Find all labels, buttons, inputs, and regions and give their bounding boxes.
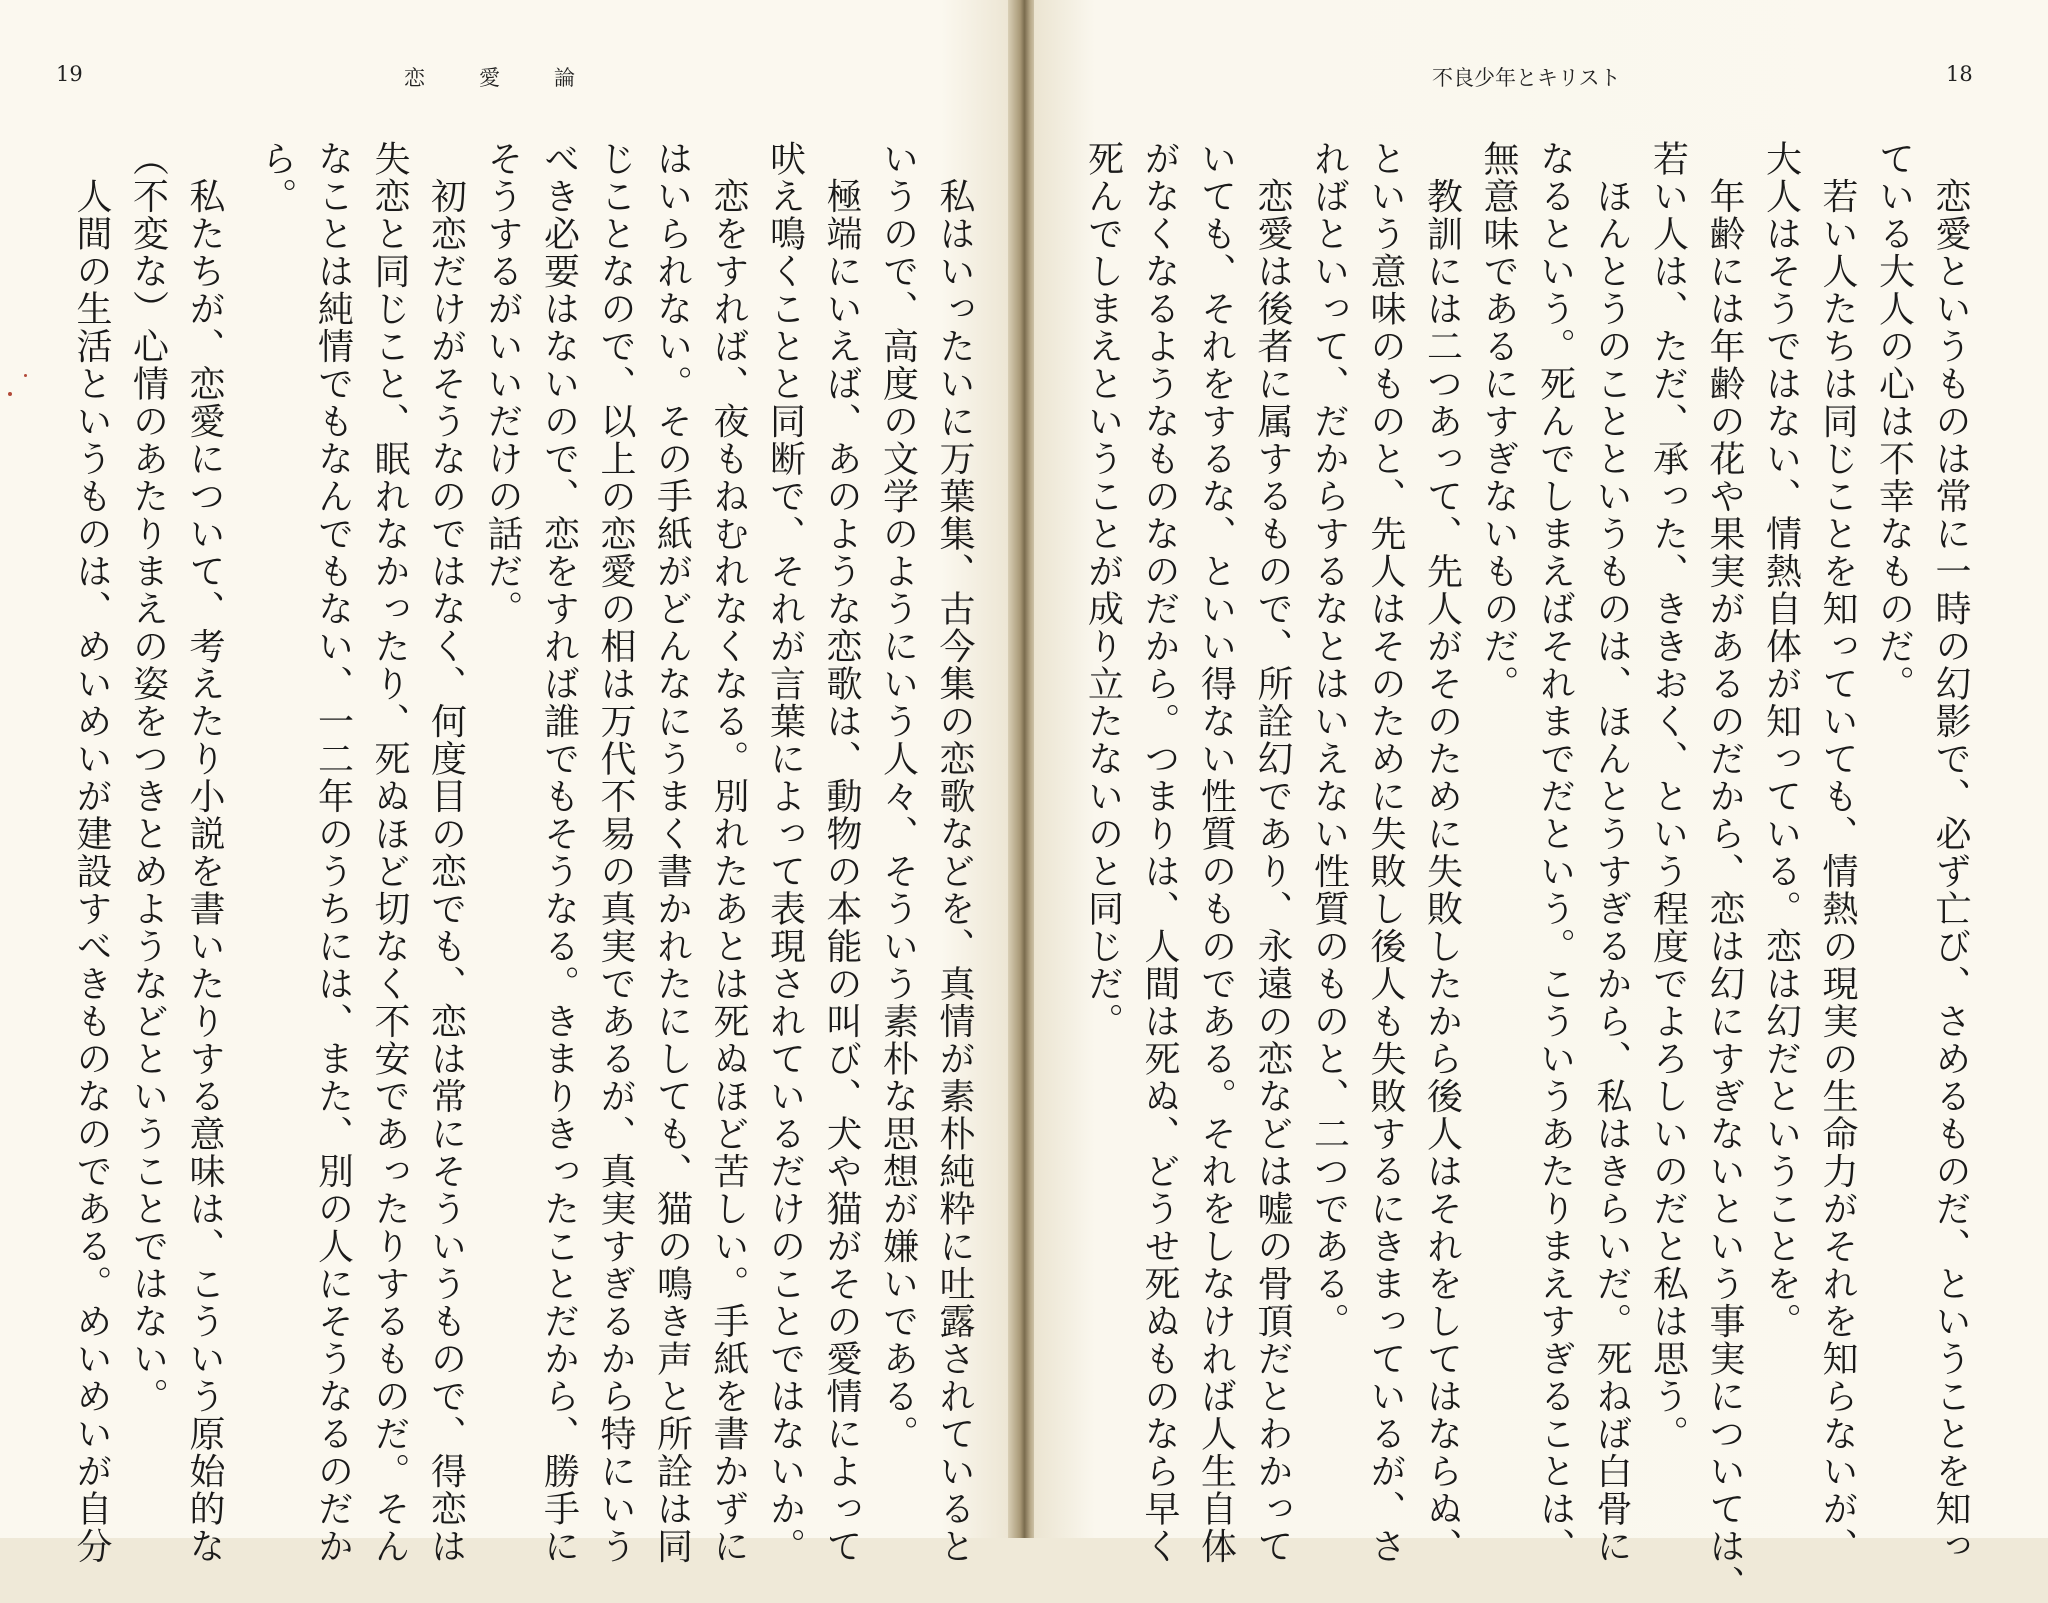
text-line: という意味のものと、先人はそのために失敗し後人も失敗するにきまっているが、さ bbox=[1365, 140, 1406, 1565]
left-page-number: 19 bbox=[56, 62, 83, 86]
text-line: 教訓には二つあって、先人がそのために失敗したから後人はそれをしてはならぬ、 bbox=[1421, 140, 1463, 1565]
text-line: 無意味であるにすぎないものだ。 bbox=[1478, 140, 1519, 703]
text-line: 失恋と同じこと、眠れなかったり、死ぬほど切なく不安であったりするものだ。そん bbox=[369, 140, 410, 1565]
text-line: 私はいったいに万葉集、古今集の恋歌などを、真情が素朴純粋に吐露されていると bbox=[934, 140, 975, 1565]
right-page-body bbox=[1078, 140, 1978, 1603]
text-line: いうので、高度の文学のようにいう人々、そういう素朴な思想が嫌いである。 bbox=[877, 140, 919, 1453]
text-line: いても、それをするな、といい得ない性質のものである。それをしなければ人生自体 bbox=[1195, 140, 1237, 1565]
right-running-head: 不良少年とキリスト bbox=[1432, 66, 1621, 90]
text-line: なるという。死んでしまえばそれまでだという。こういうあたりまえすぎることは、 bbox=[1534, 140, 1576, 1565]
text-line: ほんとうのことというものは、ほんとうすぎるから、私はきらいだ。死ねば白骨に bbox=[1591, 140, 1632, 1565]
text-line: 若い人は、ただ、承った、ききおく、という程度でよろしいのだと私は思う。 bbox=[1647, 140, 1689, 1453]
text-line: 初恋だけがそうなのではなく、何度目の恋でも、恋は常にそういうもので、得恋は bbox=[425, 140, 467, 1565]
text-line: 恋をすれば、夜もねむれなくなる。別れたあとは死ぬほど苦しい。手紙を書かずに bbox=[708, 140, 749, 1565]
text-line: 大人はそうではない、情熱自体が知っている。恋は幻だということを。 bbox=[1760, 140, 1802, 1340]
text-line: ればといって、だからするなとはいえない性質のものと、二つである。 bbox=[1308, 140, 1350, 1340]
left-page bbox=[0, 0, 1012, 1565]
text-line: 年齢には年齢の花や果実があるのだから、恋は幻にすぎないという事実については、 bbox=[1704, 140, 1745, 1603]
left-page-body bbox=[232, 140, 982, 1565]
text-line: （不変な）心情のあたりまえの姿をつきとめようなどということではない。 bbox=[127, 140, 169, 1415]
text-line: ている大人の心は不幸なものだ。 bbox=[1873, 140, 1915, 703]
left-running-head: 恋愛論 bbox=[404, 66, 629, 90]
ink-speck bbox=[24, 374, 27, 377]
text-line: 恋愛というものは常に一時の幻影で、必ず亡び、さめるものだ、ということを知っ bbox=[1930, 140, 1971, 1565]
text-line: べき必要はないので、恋をすれば誰でもそうなる。きまりきったことだから、勝手に bbox=[538, 140, 580, 1565]
text-line: ら。 bbox=[256, 140, 297, 215]
text-line: がなくなるようなものなのだから。つまりは、人間は死ぬ、どうせ死ぬものなら早く bbox=[1139, 140, 1180, 1565]
text-line: 極端にいえば、あのような恋歌は、動物の本能の叫び、犬や猫がその愛情によって bbox=[821, 140, 862, 1565]
ink-speck bbox=[8, 392, 12, 396]
left-page-body-continued bbox=[22, 140, 232, 1565]
text-line: はいられない。その手紙がどんなにうまく書かれたにしても、猫の鳴き声と所詮は同 bbox=[651, 140, 693, 1565]
text-line: 吠え鳴くことと同断で、それが言葉によって表現されているだけのことではないか。 bbox=[764, 140, 806, 1565]
text-line: なことは純情でもなんでもない、一二年のうちには、また、別の人にそうなるのだか bbox=[312, 140, 354, 1565]
right-page-number: 18 bbox=[1946, 62, 1973, 86]
text-line: 死んでしまえということが成り立たないのと同じだ。 bbox=[1082, 140, 1124, 1040]
text-line: 人間の生活というものは、めいめいが建設すべきものなのである。めいめいが自分 bbox=[71, 140, 112, 1565]
text-line: 私たちが、恋愛について、考えたり小説を書いたりする意味は、こういう原始的な bbox=[184, 140, 225, 1565]
text-line: 恋愛は後者に属するもので、所詮幻であり、永遠の恋などは嘘の骨頂だとわかって bbox=[1252, 140, 1293, 1565]
text-line: 若い人たちは同じことを知っていても、情熱の現実の生命力がそれを知らないが、 bbox=[1817, 140, 1858, 1565]
text-line: そうするがいいだけの話だ。 bbox=[482, 140, 523, 628]
text-line: じことなので、以上の恋愛の相は万代不易の真実であるが、真実すぎるから特にいう bbox=[595, 140, 636, 1565]
